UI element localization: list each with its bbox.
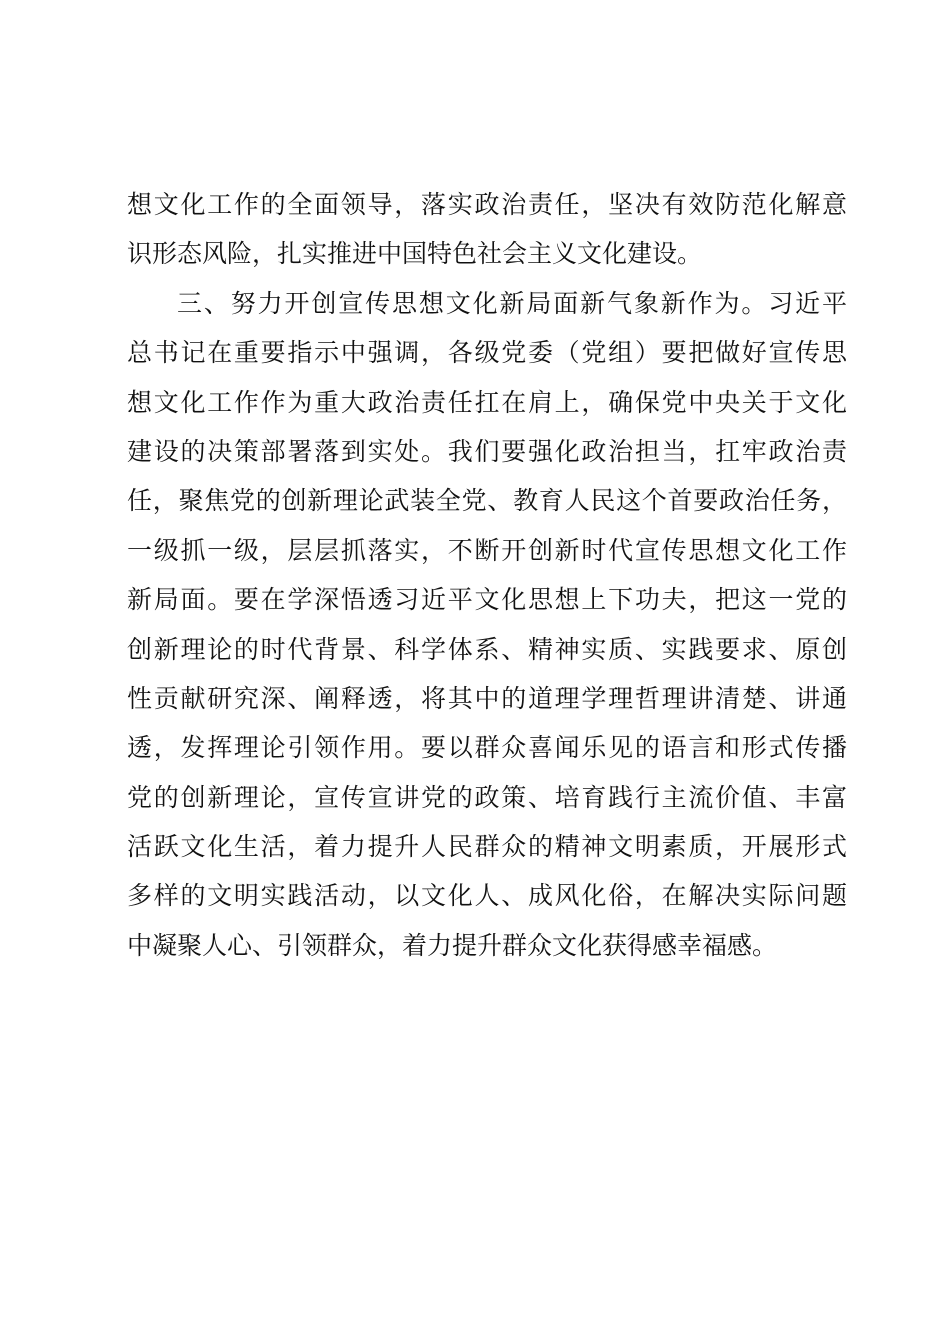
text-line: 新局面。要在学深悟透习近平文化思想上下功夫，把这一党的 xyxy=(127,585,847,615)
body-text xyxy=(127,180,847,970)
text-line: 性贡献研究深、阐释透，将其中的道理学理哲理讲清楚、讲通 xyxy=(127,683,847,713)
text-line: 党的创新理论，宣传宣讲党的政策、培育践行主流价值、丰富 xyxy=(127,782,847,812)
text-line: 总书记在重要指示中强调，各级党委（党组）要把做好宣传思 xyxy=(127,338,847,368)
text-line: 多样的文明实践活动，以文化人、成风化俗，在解决实际问题 xyxy=(127,881,847,911)
text-line: 一级抓一级，层层抓落实，不断开创新时代宣传思想文化工作 xyxy=(127,535,847,565)
text-line: 识形态风险，扎实推进中国特色社会主义文化建设。 xyxy=(127,239,703,269)
paragraph-first-line: 三、努力开创宣传思想文化新局面新气象新作为。习近平 xyxy=(177,288,847,318)
text-line: 中凝聚人心、引领群众，着力提升群众文化获得感幸福感。 xyxy=(127,930,778,960)
text-line: 建设的决策部署落到实处。我们要强化政治担当，扛牢政治责 xyxy=(127,436,847,466)
text-line: 透，发挥理论引领作用。要以群众喜闻乐见的语言和形式传播 xyxy=(127,733,847,763)
text-line: 想文化工作作为重大政治责任扛在肩上，确保党中央关于文化 xyxy=(127,387,847,417)
text-line: 活跃文化生活，着力提升人民群众的精神文明素质，开展形式 xyxy=(127,832,847,862)
text-line: 想文化工作的全面领导，落实政治责任，坚决有效防范化解意 xyxy=(127,190,847,219)
text-line: 任，聚焦党的创新理论武装全党、教育人民这个首要政治任务， xyxy=(127,486,847,516)
text-line: 创新理论的时代背景、科学体系、精神实质、实践要求、原创 xyxy=(127,634,847,664)
